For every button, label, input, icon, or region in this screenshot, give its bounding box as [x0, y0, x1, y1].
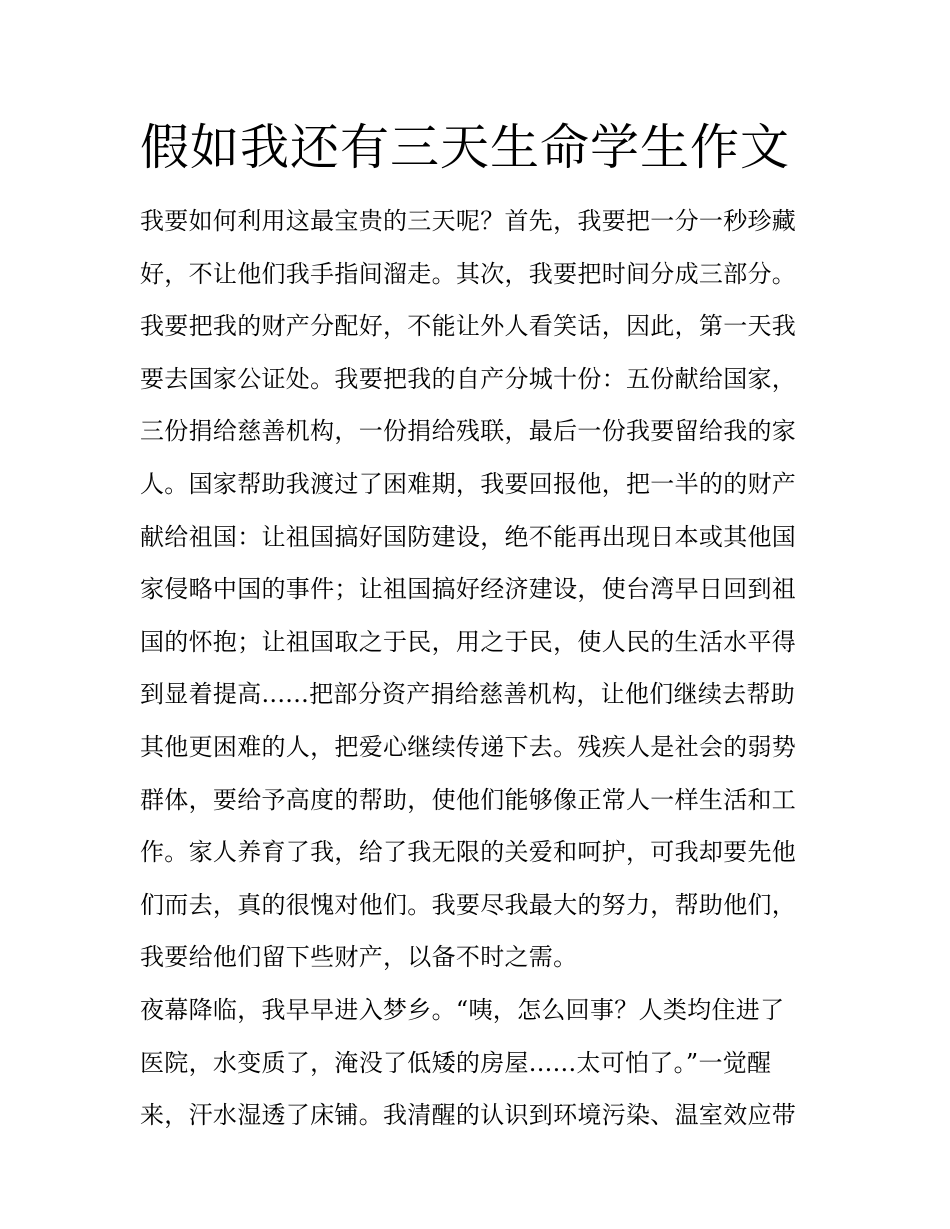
text-line: 家侵略中国的事件；让祖国搞好经济建设，使台湾早日回到祖	[140, 575, 797, 604]
text-line: 我要给他们留下些财产，以备不时之需。	[140, 943, 578, 972]
text-line: 好，不让他们我手指间溜走。其次，我要把时间分成三部分。	[140, 259, 797, 288]
document-body	[140, 195, 820, 1142]
text-line: 国的怀抱；让祖国取之于民，用之于民，使人民的生活水平得	[140, 627, 797, 656]
text-line: 三份捐给慈善机构，一份捐给残联，最后一份我要留给我的家	[140, 417, 797, 446]
text-line: 其他更困难的人，把爱心继续传递下去。残疾人是社会的弱势	[140, 732, 797, 761]
text-line: 夜幕降临，我早早进入梦乡。“咦，怎么回事？人类均住进了	[140, 995, 785, 1024]
text-line: 们而去，真的很愧对他们。我要尽我最大的努力，帮助他们，	[140, 890, 797, 919]
text-line: 我要把我的财产分配好，不能让外人看笑话，因此，第一天我	[140, 312, 797, 341]
text-line: 医院，水变质了，淹没了低矮的房屋......太可怕了。”一觉醒	[140, 1048, 772, 1077]
text-line: 来，汗水湿透了床铺。我清醒的认识到环境污染、温室效应带	[140, 1101, 797, 1130]
text-line: 作。家人养育了我，给了我无限的关爱和呵护，可我却要先他	[140, 838, 797, 867]
document-title: 假如我还有三天生命学生作文	[140, 119, 791, 176]
text-line: 到显着提高......把部分资产捐给慈善机构，让他们继续去帮助	[140, 680, 796, 709]
text-line: 献给祖国：让祖国搞好国防建设，绝不能再出现日本或其他国	[140, 522, 797, 551]
text-line: 人。国家帮助我渡过了困难期，我要回报他，把一半的的财产	[140, 469, 797, 498]
text-line: 群体，要给予高度的帮助，使他们能够像正常人一样生活和工	[140, 785, 797, 814]
text-line: 要去国家公证处。我要把我的自产分城十份：五份献给国家，	[140, 364, 797, 393]
text-line: 我要如何利用这最宝贵的三天呢？首先，我要把一分一秒珍藏	[140, 207, 797, 235]
